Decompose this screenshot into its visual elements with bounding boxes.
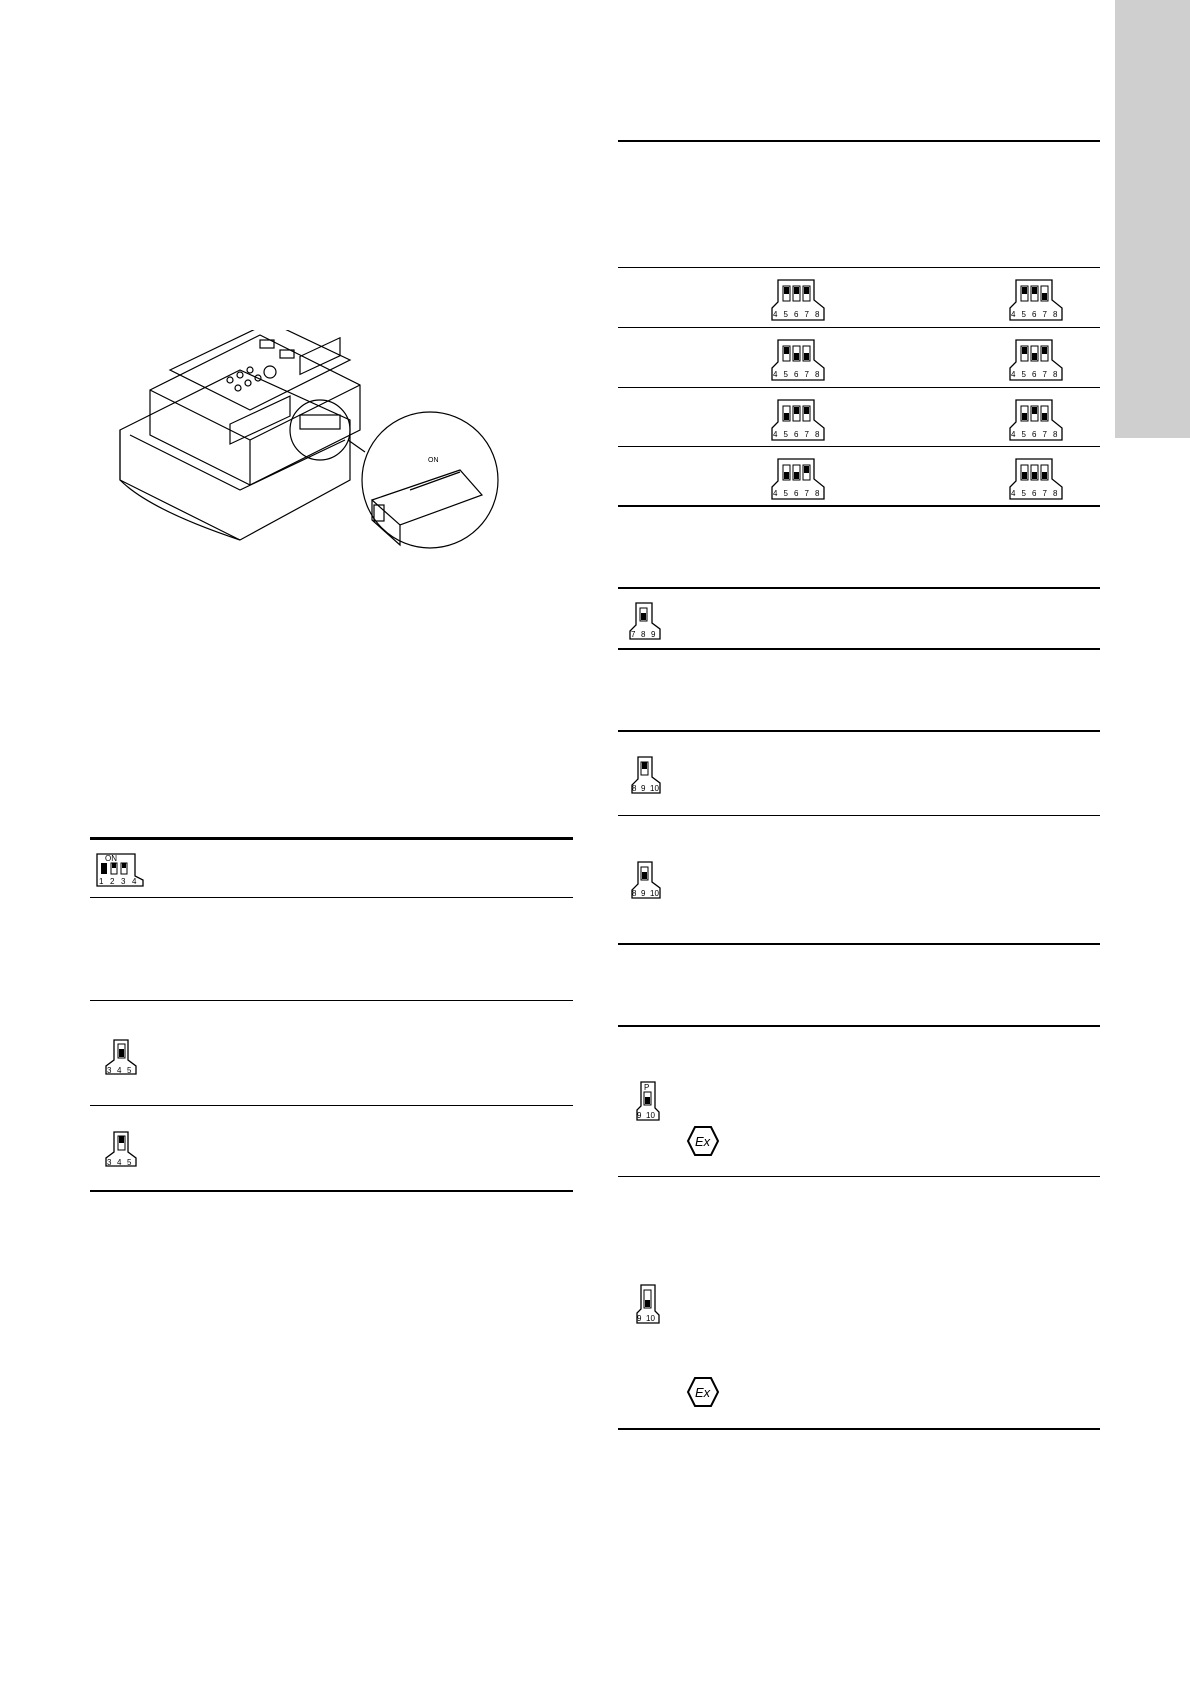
switch-number: 4 bbox=[1011, 310, 1016, 319]
table-rule bbox=[618, 587, 1100, 589]
switch-number: 5 bbox=[1021, 310, 1026, 319]
ex-symbol-icon bbox=[686, 1376, 720, 1408]
switch-number: 7 bbox=[631, 630, 636, 639]
switch-number: 6 bbox=[1032, 310, 1037, 319]
switch-number: 6 bbox=[794, 430, 799, 439]
dip-switch-icon bbox=[1008, 396, 1064, 442]
switch-number: 7 bbox=[804, 489, 809, 498]
switch-number: 4 bbox=[1011, 489, 1016, 498]
switch-number: 7 bbox=[1042, 430, 1047, 439]
dip-switch-icon bbox=[95, 850, 147, 888]
switch-number: 10 bbox=[650, 784, 659, 793]
dip-switch-icon bbox=[630, 860, 670, 900]
switch-number: 7 bbox=[1042, 310, 1047, 319]
switch-number: 8 bbox=[815, 310, 820, 319]
switch-number: 5 bbox=[1021, 430, 1026, 439]
table-rule bbox=[618, 1025, 1100, 1027]
section-tab bbox=[1115, 0, 1190, 438]
switch-number: 8 bbox=[1053, 370, 1058, 379]
switch-number: 5 bbox=[1021, 370, 1026, 379]
switch-number: 8 bbox=[815, 370, 820, 379]
table-top-rule bbox=[618, 140, 1100, 142]
detail-on-label: ON bbox=[428, 457, 439, 464]
switch-number: 2 bbox=[110, 877, 115, 886]
table-bottom-rule bbox=[90, 1190, 573, 1192]
switch-number: 4 bbox=[773, 489, 778, 498]
switch-number: 5 bbox=[783, 310, 788, 319]
switch-number: 8 bbox=[815, 430, 820, 439]
table-rule bbox=[618, 943, 1100, 945]
switch-number: 10 bbox=[650, 889, 659, 898]
table-rule bbox=[618, 446, 1100, 447]
switch-number: 5 bbox=[783, 370, 788, 379]
switch-number: 7 bbox=[804, 310, 809, 319]
switch-number: 4 bbox=[132, 877, 137, 886]
ex-symbol-text: Ex bbox=[695, 1134, 711, 1149]
table-rule bbox=[618, 815, 1100, 816]
switch-number: 5 bbox=[1021, 489, 1026, 498]
switch-number: 5 bbox=[127, 1158, 132, 1167]
switch-number: 4 bbox=[117, 1158, 122, 1167]
switch-number: 7 bbox=[1042, 370, 1047, 379]
switch-number: 3 bbox=[107, 1158, 112, 1167]
switch-number: 5 bbox=[127, 1066, 132, 1075]
switch-number: 4 bbox=[773, 370, 778, 379]
dip-switch-icon bbox=[1008, 276, 1064, 322]
dip-switch-icon bbox=[635, 1283, 665, 1325]
dip-switch-icon bbox=[770, 455, 826, 501]
switch-number: 8 bbox=[1053, 430, 1058, 439]
switch-number: 9 bbox=[637, 1111, 642, 1120]
switch-number: 4 bbox=[773, 310, 778, 319]
dip-switch-icon bbox=[630, 755, 670, 795]
dip-switch-icon bbox=[104, 1038, 142, 1076]
switch-number: 8 bbox=[632, 889, 637, 898]
switch-number: 7 bbox=[1042, 489, 1047, 498]
switch-number: 8 bbox=[1053, 310, 1058, 319]
switch-number: 6 bbox=[1032, 370, 1037, 379]
switch-number: 4 bbox=[1011, 430, 1016, 439]
dip-switch-icon bbox=[104, 1130, 142, 1168]
table-rule bbox=[618, 505, 1100, 507]
switch-number: 7 bbox=[804, 370, 809, 379]
dip-switch-icon bbox=[1008, 336, 1064, 382]
table-rule bbox=[618, 267, 1100, 268]
switch-number: 6 bbox=[794, 370, 799, 379]
table-rule bbox=[618, 730, 1100, 732]
table-rule bbox=[618, 1176, 1100, 1177]
switch-number: 8 bbox=[1053, 489, 1058, 498]
ex-symbol-icon bbox=[686, 1125, 720, 1157]
switch-mark: P bbox=[644, 1083, 650, 1092]
table-rule bbox=[90, 897, 573, 898]
switch-number: 9 bbox=[641, 889, 646, 898]
dip-switch-icon bbox=[770, 396, 826, 442]
switch-number: 5 bbox=[783, 489, 788, 498]
switch-number: 3 bbox=[121, 877, 126, 886]
switch-number: 8 bbox=[632, 784, 637, 793]
switch-number: 9 bbox=[641, 784, 646, 793]
table-bottom-rule bbox=[618, 1428, 1100, 1430]
table-rule bbox=[90, 1105, 573, 1106]
switch-number: 8 bbox=[815, 489, 820, 498]
switch-number: 4 bbox=[117, 1066, 122, 1075]
table-top-rule bbox=[90, 837, 573, 840]
switch-number: 5 bbox=[783, 430, 788, 439]
dip-switch-icon bbox=[1008, 455, 1064, 501]
switch-number: 3 bbox=[107, 1066, 112, 1075]
switch-number: 8 bbox=[641, 630, 646, 639]
dip-switch-icon bbox=[628, 601, 668, 641]
dip-switch-icon bbox=[770, 336, 826, 382]
switch-number: 9 bbox=[651, 630, 656, 639]
switch-number: 1 bbox=[99, 877, 104, 886]
switch-number: 4 bbox=[773, 430, 778, 439]
switch-number: 10 bbox=[646, 1314, 655, 1323]
controller-module-illustration bbox=[110, 330, 540, 590]
switch-number: 9 bbox=[637, 1314, 642, 1323]
table-rule bbox=[618, 648, 1100, 650]
switch-number: 7 bbox=[804, 430, 809, 439]
table-rule bbox=[618, 327, 1100, 328]
dip-switch-icon bbox=[770, 276, 826, 322]
switch-on-label: ON bbox=[105, 854, 117, 863]
table-rule bbox=[618, 387, 1100, 388]
switch-number: 6 bbox=[1032, 430, 1037, 439]
table-rule bbox=[90, 1000, 573, 1001]
ex-symbol-text: Ex bbox=[695, 1385, 711, 1400]
switch-number: 4 bbox=[1011, 370, 1016, 379]
switch-number: 6 bbox=[1032, 489, 1037, 498]
switch-number: 6 bbox=[794, 489, 799, 498]
dip-switch-icon bbox=[635, 1080, 665, 1122]
switch-number: 10 bbox=[646, 1111, 655, 1120]
switch-number: 6 bbox=[794, 310, 799, 319]
